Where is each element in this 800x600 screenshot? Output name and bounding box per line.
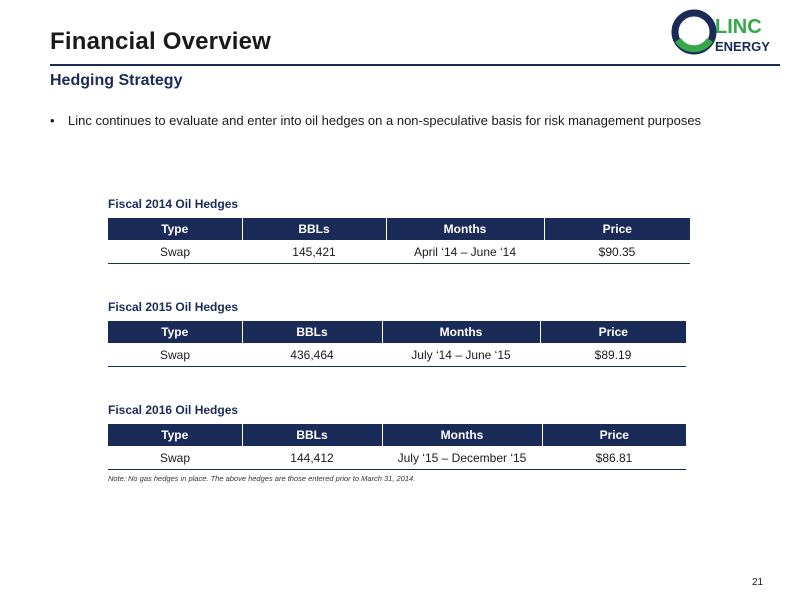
hedge-table-title: Fiscal 2015 Oil Hedges	[108, 300, 239, 314]
cell-months: July ‘15 – December ‘15	[382, 446, 542, 470]
hedge-table-fy2016	[108, 424, 686, 470]
cell-bbls: 436,464	[242, 343, 382, 367]
column-header-months: Months	[382, 424, 542, 446]
column-header-months: Months	[382, 321, 540, 343]
column-header-type: Type	[108, 321, 242, 343]
column-header-type: Type	[108, 218, 242, 240]
linc-energy-logo	[670, 6, 780, 58]
column-header-type: Type	[108, 424, 242, 446]
hedge-block-fy2015	[108, 300, 686, 367]
column-header-bbls: BBLs	[242, 424, 382, 446]
column-header-price: Price	[544, 218, 690, 240]
table-header-row	[108, 321, 686, 343]
page-number: 21	[752, 577, 764, 588]
hedge-table-title: Fiscal 2014 Oil Hedges	[108, 197, 239, 211]
cell-price: $89.19	[540, 343, 686, 367]
hedge-table-fy2015	[108, 321, 686, 367]
slide-title: Financial Overview	[50, 28, 272, 55]
table-header-row	[108, 218, 690, 240]
hedge-block-fy2016	[108, 403, 686, 470]
cell-type: Swap	[108, 343, 242, 367]
cell-bbls: 144,412	[242, 446, 382, 470]
cell-price: $90.35	[544, 240, 690, 264]
bullet-text: Linc continues to evaluate and enter into oil hedges on a non-speculative basis for risk management purposes	[68, 113, 702, 128]
table-row	[108, 240, 690, 264]
table-header-row	[108, 424, 686, 446]
column-header-price: Price	[540, 321, 686, 343]
bullet-dot-icon: •	[50, 113, 55, 128]
bullet-item	[50, 111, 728, 130]
column-header-months: Months	[386, 218, 544, 240]
hedge-block-fy2014	[108, 197, 690, 264]
cell-type: Swap	[108, 240, 242, 264]
column-header-bbls: BBLs	[242, 218, 386, 240]
hedge-table-fy2014	[108, 218, 690, 264]
hedge-table-title: Fiscal 2016 Oil Hedges	[108, 403, 239, 417]
cell-type: Swap	[108, 446, 242, 470]
logo-arc-icon	[678, 40, 710, 49]
logo-text-linc: LINC	[715, 16, 762, 38]
section-heading: Hedging Strategy	[50, 72, 183, 89]
table-row	[108, 446, 686, 470]
cell-months: April ‘14 – June ‘14	[386, 240, 544, 264]
cell-bbls: 145,421	[242, 240, 386, 264]
cell-price: $86.81	[542, 446, 686, 470]
column-header-bbls: BBLs	[242, 321, 382, 343]
footnote: Note: No gas hedges in place. The above hedges are those entered prior to March 31, 2014.	[108, 474, 416, 483]
title-rule	[50, 64, 780, 66]
table-row	[108, 343, 686, 367]
cell-months: July ‘14 – June ‘15	[382, 343, 540, 367]
logo-text-energy: ENERGY	[715, 39, 770, 54]
column-header-price: Price	[542, 424, 686, 446]
